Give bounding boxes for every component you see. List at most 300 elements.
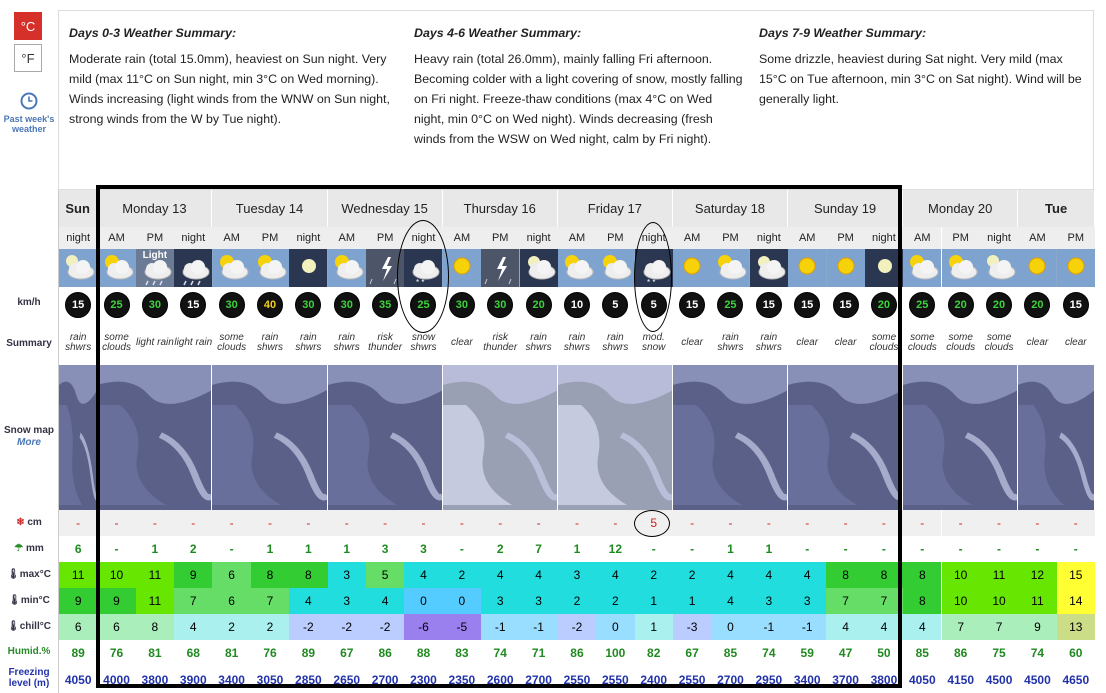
wind-cell: [788, 290, 826, 320]
wind-cell: [519, 290, 557, 320]
summary-cell: some clouds: [946, 332, 976, 353]
snow-cell: -: [251, 510, 289, 536]
rain-cell: 1: [328, 536, 366, 562]
wind-cell: [903, 290, 941, 320]
snow-map[interactable]: [903, 365, 1018, 510]
snow-cell: -: [328, 510, 366, 536]
max-cell: 2: [673, 562, 711, 588]
rain-cell: 2: [174, 536, 212, 562]
sun-icon: [1018, 249, 1056, 287]
snow-cell: -: [519, 510, 557, 536]
humid-cell: 88: [404, 640, 442, 666]
time-label: PM: [942, 227, 980, 249]
sun-cloud-icon: [558, 249, 596, 287]
thunder-icon: [481, 249, 519, 287]
min-cell: 10: [942, 588, 980, 614]
snow-cell: -: [942, 510, 980, 536]
min-cell: 3: [328, 588, 366, 614]
past-weather-label: Past week's weather: [3, 114, 55, 134]
clock-icon: [20, 92, 38, 110]
summary-cell: mod. snow: [642, 332, 666, 353]
fahrenheit-button[interactable]: °F: [14, 44, 42, 72]
forecast-table: [58, 190, 1094, 693]
wind-cell: [443, 290, 481, 320]
sun-icon: [443, 249, 481, 287]
day-header: Thursday 16: [443, 190, 558, 227]
sun-cloud-icon: [596, 249, 634, 287]
summary-cell: some clouds: [869, 332, 899, 353]
freeze-cell: 2700: [519, 666, 557, 693]
freeze-cell: 2300: [404, 666, 442, 693]
rain-cell: -: [942, 536, 980, 562]
summary-cell: rain shwrs: [256, 332, 284, 353]
moon-cloud-icon: [750, 249, 788, 287]
wind-speed-badge: 15: [794, 292, 820, 318]
time-label: PM: [596, 227, 634, 249]
wind-speed-badge: 15: [679, 292, 705, 318]
wind-speed-badge: 30: [295, 292, 321, 318]
min-cell: 4: [366, 588, 404, 614]
min-row-label: 🌡min°C: [8, 595, 50, 606]
wind-speed-badge: 15: [756, 292, 782, 318]
snowmap-more-link[interactable]: More: [17, 437, 41, 448]
min-cell: 4: [289, 588, 327, 614]
min-cell: 2: [596, 588, 634, 614]
rain-cell: 1: [711, 536, 749, 562]
sun-cloud-icon: [97, 249, 135, 287]
time-label: PM: [826, 227, 864, 249]
humid-cell: 47: [826, 640, 864, 666]
snow-map[interactable]: [328, 365, 443, 510]
min-cell: 7: [251, 588, 289, 614]
max-cell: 4: [750, 562, 788, 588]
wind-cell: [942, 290, 980, 320]
humid-row-label: Humid.%: [7, 646, 51, 657]
time-label: AM: [788, 227, 826, 249]
rain-cell: 12: [596, 536, 634, 562]
time-label: night: [59, 227, 97, 249]
time-label: AM: [903, 227, 941, 249]
rain-cell: -: [212, 536, 250, 562]
freeze-cell: 3700: [826, 666, 864, 693]
chill-cell: -2: [289, 614, 327, 640]
max-cell: 6: [212, 562, 250, 588]
chill-cell: 0: [711, 614, 749, 640]
day-header: Tuesday 14: [212, 190, 327, 227]
snow-cell: -: [788, 510, 826, 536]
max-cell: 11: [136, 562, 174, 588]
snow-cell: -: [289, 510, 327, 536]
time-label: PM: [481, 227, 519, 249]
snow-map[interactable]: [558, 365, 673, 510]
summary-days-7-9: Days 7-9 Weather Summary: Some drizzle, heaviest during Sat night. Very mild (max 15°C on Tue afternoon, min 3°C on Sat night). Wind will be generally light.: [759, 26, 1082, 106]
snow-cell: -: [366, 510, 404, 536]
min-cell: 3: [788, 588, 826, 614]
summary-cell: some clouds: [907, 332, 937, 353]
humid-cell: 67: [328, 640, 366, 666]
summary-cell: rain shwrs: [295, 332, 322, 353]
chill-cell: -2: [366, 614, 404, 640]
wind-cell: [635, 290, 673, 320]
freeze-cell: 2700: [711, 666, 749, 693]
day-header: Monday 20: [903, 190, 1018, 227]
time-label: AM: [673, 227, 711, 249]
humid-cell: 86: [942, 640, 980, 666]
max-cell: 4: [519, 562, 557, 588]
sidebar: [0, 0, 58, 693]
snow-cell: -: [174, 510, 212, 536]
wind-cell: [366, 290, 404, 320]
time-label: AM: [1018, 227, 1056, 249]
snow-cell: -: [59, 510, 97, 536]
freeze-cell: 3050: [251, 666, 289, 693]
past-weather-link[interactable]: [0, 92, 58, 134]
time-label: night: [174, 227, 212, 249]
time-label: PM: [136, 227, 174, 249]
chill-cell: 4: [865, 614, 903, 640]
day-header: Sun: [59, 190, 97, 227]
time-label: AM: [558, 227, 596, 249]
freeze-cell: 2550: [673, 666, 711, 693]
humid-cell: 85: [711, 640, 749, 666]
snow-cell: 5: [635, 510, 673, 536]
min-cell: 4: [711, 588, 749, 614]
humid-cell: 68: [174, 640, 212, 666]
humid-cell: 83: [443, 640, 481, 666]
rain-night-icon: [174, 249, 212, 287]
day-header: Wednesday 15: [328, 190, 443, 227]
max-cell: 12: [1018, 562, 1056, 588]
weather-summary-panel: [58, 10, 1094, 190]
min-cell: 3: [481, 588, 519, 614]
snow-cell: -: [481, 510, 519, 536]
snow-cell: -: [97, 510, 135, 536]
max-cell: 10: [97, 562, 135, 588]
wind-speed-badge: 30: [449, 292, 475, 318]
humid-cell: 76: [251, 640, 289, 666]
freeze-cell: 2400: [635, 666, 673, 693]
snow-map[interactable]: [97, 365, 212, 510]
time-label: PM: [1057, 227, 1095, 249]
min-cell: 11: [136, 588, 174, 614]
summary-cell: rain shwrs: [563, 332, 591, 353]
thunder-icon: [366, 249, 404, 287]
sun-cloud-icon: [251, 249, 289, 287]
rain-cell: -: [97, 536, 135, 562]
max-cell: 11: [59, 562, 97, 588]
wind-cell: [289, 290, 327, 320]
min-cell: 0: [443, 588, 481, 614]
summary-cell: clear: [451, 337, 473, 348]
chill-cell: 2: [212, 614, 250, 640]
rain-cell: -: [1018, 536, 1056, 562]
summary-cell: rain shwrs: [602, 332, 629, 353]
day-header: Monday 13: [97, 190, 212, 227]
chill-cell: 8: [136, 614, 174, 640]
rain-cell: 1: [136, 536, 174, 562]
wind-cell: [750, 290, 788, 320]
humid-cell: 100: [596, 640, 634, 666]
wind-speed-badge: 20: [948, 292, 974, 318]
day-header: Tue: [1018, 190, 1095, 227]
chill-cell: -6: [404, 614, 442, 640]
rain-cell: -: [635, 536, 673, 562]
humid-cell: 82: [635, 640, 673, 666]
freeze-cell: 2600: [481, 666, 519, 693]
min-cell: 8: [903, 588, 941, 614]
thermometer-icon: 🌡: [8, 595, 21, 606]
wind-cell: [212, 290, 250, 320]
cloud-moon-icon: [980, 249, 1018, 287]
snowmap-row-label: Snow map: [3, 425, 54, 436]
humid-cell: 76: [97, 640, 135, 666]
chill-cell: 7: [980, 614, 1018, 640]
humid-cell: 67: [673, 640, 711, 666]
max-cell: 4: [404, 562, 442, 588]
humid-cell: 74: [1018, 640, 1056, 666]
wind-cell: [711, 290, 749, 320]
summary-cell: rain shwrs: [65, 332, 92, 353]
max-cell: 4: [711, 562, 749, 588]
summary-cell: clear: [796, 337, 819, 348]
humid-cell: 81: [212, 640, 250, 666]
rain-cell: 3: [366, 536, 404, 562]
snow-cell: -: [711, 510, 749, 536]
wind-speed-badge: 25: [410, 292, 436, 318]
humid-cell: 89: [289, 640, 327, 666]
wind-cell: [136, 290, 174, 320]
freeze-cell: 4500: [980, 666, 1018, 693]
wind-speed-badge: 5: [641, 292, 667, 318]
wind-cell: [596, 290, 634, 320]
chill-cell: -1: [481, 614, 519, 640]
min-cell: 1: [635, 588, 673, 614]
snow-row-label: ❄ cm: [16, 517, 42, 528]
max-cell: 8: [289, 562, 327, 588]
chill-cell: 0: [596, 614, 634, 640]
day-header: Saturday 18: [673, 190, 788, 227]
sun-cloud-icon: [212, 249, 250, 287]
snow-map[interactable]: [1018, 365, 1095, 510]
min-cell: 3: [519, 588, 557, 614]
wind-cell: [174, 290, 212, 320]
chill-cell: 6: [59, 614, 97, 640]
svg-text:* *: * *: [646, 278, 656, 287]
snow-cell: -: [980, 510, 1018, 536]
celsius-button[interactable]: °C: [14, 12, 42, 40]
time-label: PM: [366, 227, 404, 249]
snow-night-icon: [635, 249, 673, 287]
summary-cell: clear: [834, 337, 857, 348]
rain-cell: -: [1057, 536, 1095, 562]
snow-cell: -: [443, 510, 481, 536]
time-label: night: [289, 227, 327, 249]
humid-cell: 85: [903, 640, 941, 666]
icon-caption: Light: [142, 250, 168, 261]
freeze-cell: 2650: [328, 666, 366, 693]
summary-cell: some clouds: [102, 332, 131, 353]
max-row-label: 🌡max°C: [7, 569, 51, 580]
wind-speed-badge: 20: [526, 292, 552, 318]
min-cell: 14: [1057, 588, 1095, 614]
summary-cell: rain shwrs: [717, 332, 744, 353]
rain-cell: 1: [750, 536, 788, 562]
wind-speed-badge: 20: [1024, 292, 1050, 318]
humid-cell: 74: [481, 640, 519, 666]
chill-cell: -1: [788, 614, 826, 640]
chill-row-label: 🌡chill°C: [7, 621, 51, 632]
min-cell: 7: [865, 588, 903, 614]
chill-cell: 9: [1018, 614, 1056, 640]
wind-cell: [1057, 290, 1095, 320]
min-cell: 9: [97, 588, 135, 614]
wind-cell: [826, 290, 864, 320]
min-cell: 7: [826, 588, 864, 614]
snow-map[interactable]: [212, 365, 327, 510]
max-cell: 10: [942, 562, 980, 588]
moon-cloud-icon: [519, 249, 557, 287]
summary-cell: rain shwrs: [333, 332, 360, 353]
wind-speed-badge: 20: [986, 292, 1012, 318]
time-label: night: [635, 227, 673, 249]
wind-speed-badge: 20: [871, 292, 897, 318]
wind-speed-badge: 30: [334, 292, 360, 318]
freeze-cell: 4050: [903, 666, 941, 693]
time-label: night: [980, 227, 1018, 249]
humid-cell: 86: [558, 640, 596, 666]
wind-cell: [404, 290, 442, 320]
time-label: PM: [251, 227, 289, 249]
rain-cell: 7: [519, 536, 557, 562]
freeze-cell: 4000: [97, 666, 135, 693]
chill-cell: 6: [97, 614, 135, 640]
cloud-moon-icon: [59, 249, 97, 287]
freeze-cell: 2850: [289, 666, 327, 693]
max-cell: 5: [366, 562, 404, 588]
summary-cell: some clouds: [984, 332, 1014, 353]
min-cell: 11: [1018, 588, 1056, 614]
max-cell: 4: [788, 562, 826, 588]
freeze-cell: 2350: [443, 666, 481, 693]
time-label: AM: [212, 227, 250, 249]
wind-speed-badge: 30: [487, 292, 513, 318]
snow-cell: -: [212, 510, 250, 536]
rain-cell: -: [826, 536, 864, 562]
freeze-cell: 3800: [136, 666, 174, 693]
min-cell: 1: [673, 588, 711, 614]
chill-cell: 1: [635, 614, 673, 640]
snow-map[interactable]: [673, 365, 788, 510]
chill-cell: 4: [903, 614, 941, 640]
summary-cell: clear: [681, 337, 703, 348]
max-cell: 4: [481, 562, 519, 588]
sun-cloud-icon: [328, 249, 366, 287]
humid-cell: 75: [980, 640, 1018, 666]
wind-speed-badge: 25: [717, 292, 743, 318]
max-cell: 2: [443, 562, 481, 588]
freeze-cell: 3400: [788, 666, 826, 693]
freeze-cell: 4650: [1057, 666, 1095, 693]
wind-speed-badge: 5: [602, 292, 628, 318]
humid-cell: 89: [59, 640, 97, 666]
moon-icon: [289, 249, 327, 287]
light-rain-icon: [136, 249, 174, 287]
rain-cell: -: [903, 536, 941, 562]
snow-cell: -: [404, 510, 442, 536]
time-label: AM: [328, 227, 366, 249]
rain-row-label: ☂ mm: [14, 543, 44, 554]
summary-cell: snow shwrs: [410, 332, 437, 353]
humid-cell: 60: [1057, 640, 1095, 666]
chill-cell: 2: [251, 614, 289, 640]
wind-cell: [328, 290, 366, 320]
snow-map[interactable]: [788, 365, 903, 510]
chill-cell: -3: [673, 614, 711, 640]
wind-speed-badge: 30: [142, 292, 168, 318]
min-cell: 0: [404, 588, 442, 614]
chill-cell: -1: [519, 614, 557, 640]
rain-cell: 1: [251, 536, 289, 562]
rain-cell: 2: [481, 536, 519, 562]
wind-speed-badge: 25: [104, 292, 130, 318]
thermometer-icon: 🌡: [7, 621, 20, 632]
freeze-cell: 4150: [942, 666, 980, 693]
chill-cell: -2: [558, 614, 596, 640]
min-cell: 7: [174, 588, 212, 614]
rain-cell: -: [980, 536, 1018, 562]
sun-cloud-icon: [711, 249, 749, 287]
rain-cell: -: [673, 536, 711, 562]
humid-cell: 59: [788, 640, 826, 666]
wind-cell: [97, 290, 135, 320]
snow-cell: -: [136, 510, 174, 536]
summary-cell: risk thunder: [483, 332, 518, 353]
sun-cloud-icon: [903, 249, 941, 287]
summary-cell: rain shwrs: [755, 332, 782, 353]
humid-cell: 74: [750, 640, 788, 666]
freeze-cell: 2550: [558, 666, 596, 693]
humid-cell: 50: [865, 640, 903, 666]
sun-icon: [673, 249, 711, 287]
sun-icon: [1057, 249, 1095, 287]
thermometer-icon: 🌡: [7, 569, 20, 580]
summary-cell: rain shwrs: [525, 332, 552, 353]
min-cell: 3: [750, 588, 788, 614]
freeze-cell: 2700: [366, 666, 404, 693]
wind-cell: [865, 290, 903, 320]
min-cell: 2: [558, 588, 596, 614]
chill-cell: 4: [174, 614, 212, 640]
wind-speed-badge: 30: [219, 292, 245, 318]
snow-map[interactable]: [443, 365, 558, 510]
freeze-cell: 3800: [865, 666, 903, 693]
wind-speed-badge: 15: [180, 292, 206, 318]
wind-speed-badge: 15: [1063, 292, 1089, 318]
rain-cell: 3: [404, 536, 442, 562]
wind-speed-badge: 25: [909, 292, 935, 318]
rain-cell: -: [788, 536, 826, 562]
time-label: night: [865, 227, 903, 249]
chill-cell: 7: [942, 614, 980, 640]
snow-map[interactable]: [59, 365, 97, 510]
rain-cell: 6: [59, 536, 97, 562]
summary-cell: light rain: [135, 337, 174, 348]
wind-cell: [673, 290, 711, 320]
snow-cell: -: [1018, 510, 1056, 536]
snow-cell: -: [596, 510, 634, 536]
time-label: PM: [711, 227, 749, 249]
sun-icon: [788, 249, 826, 287]
